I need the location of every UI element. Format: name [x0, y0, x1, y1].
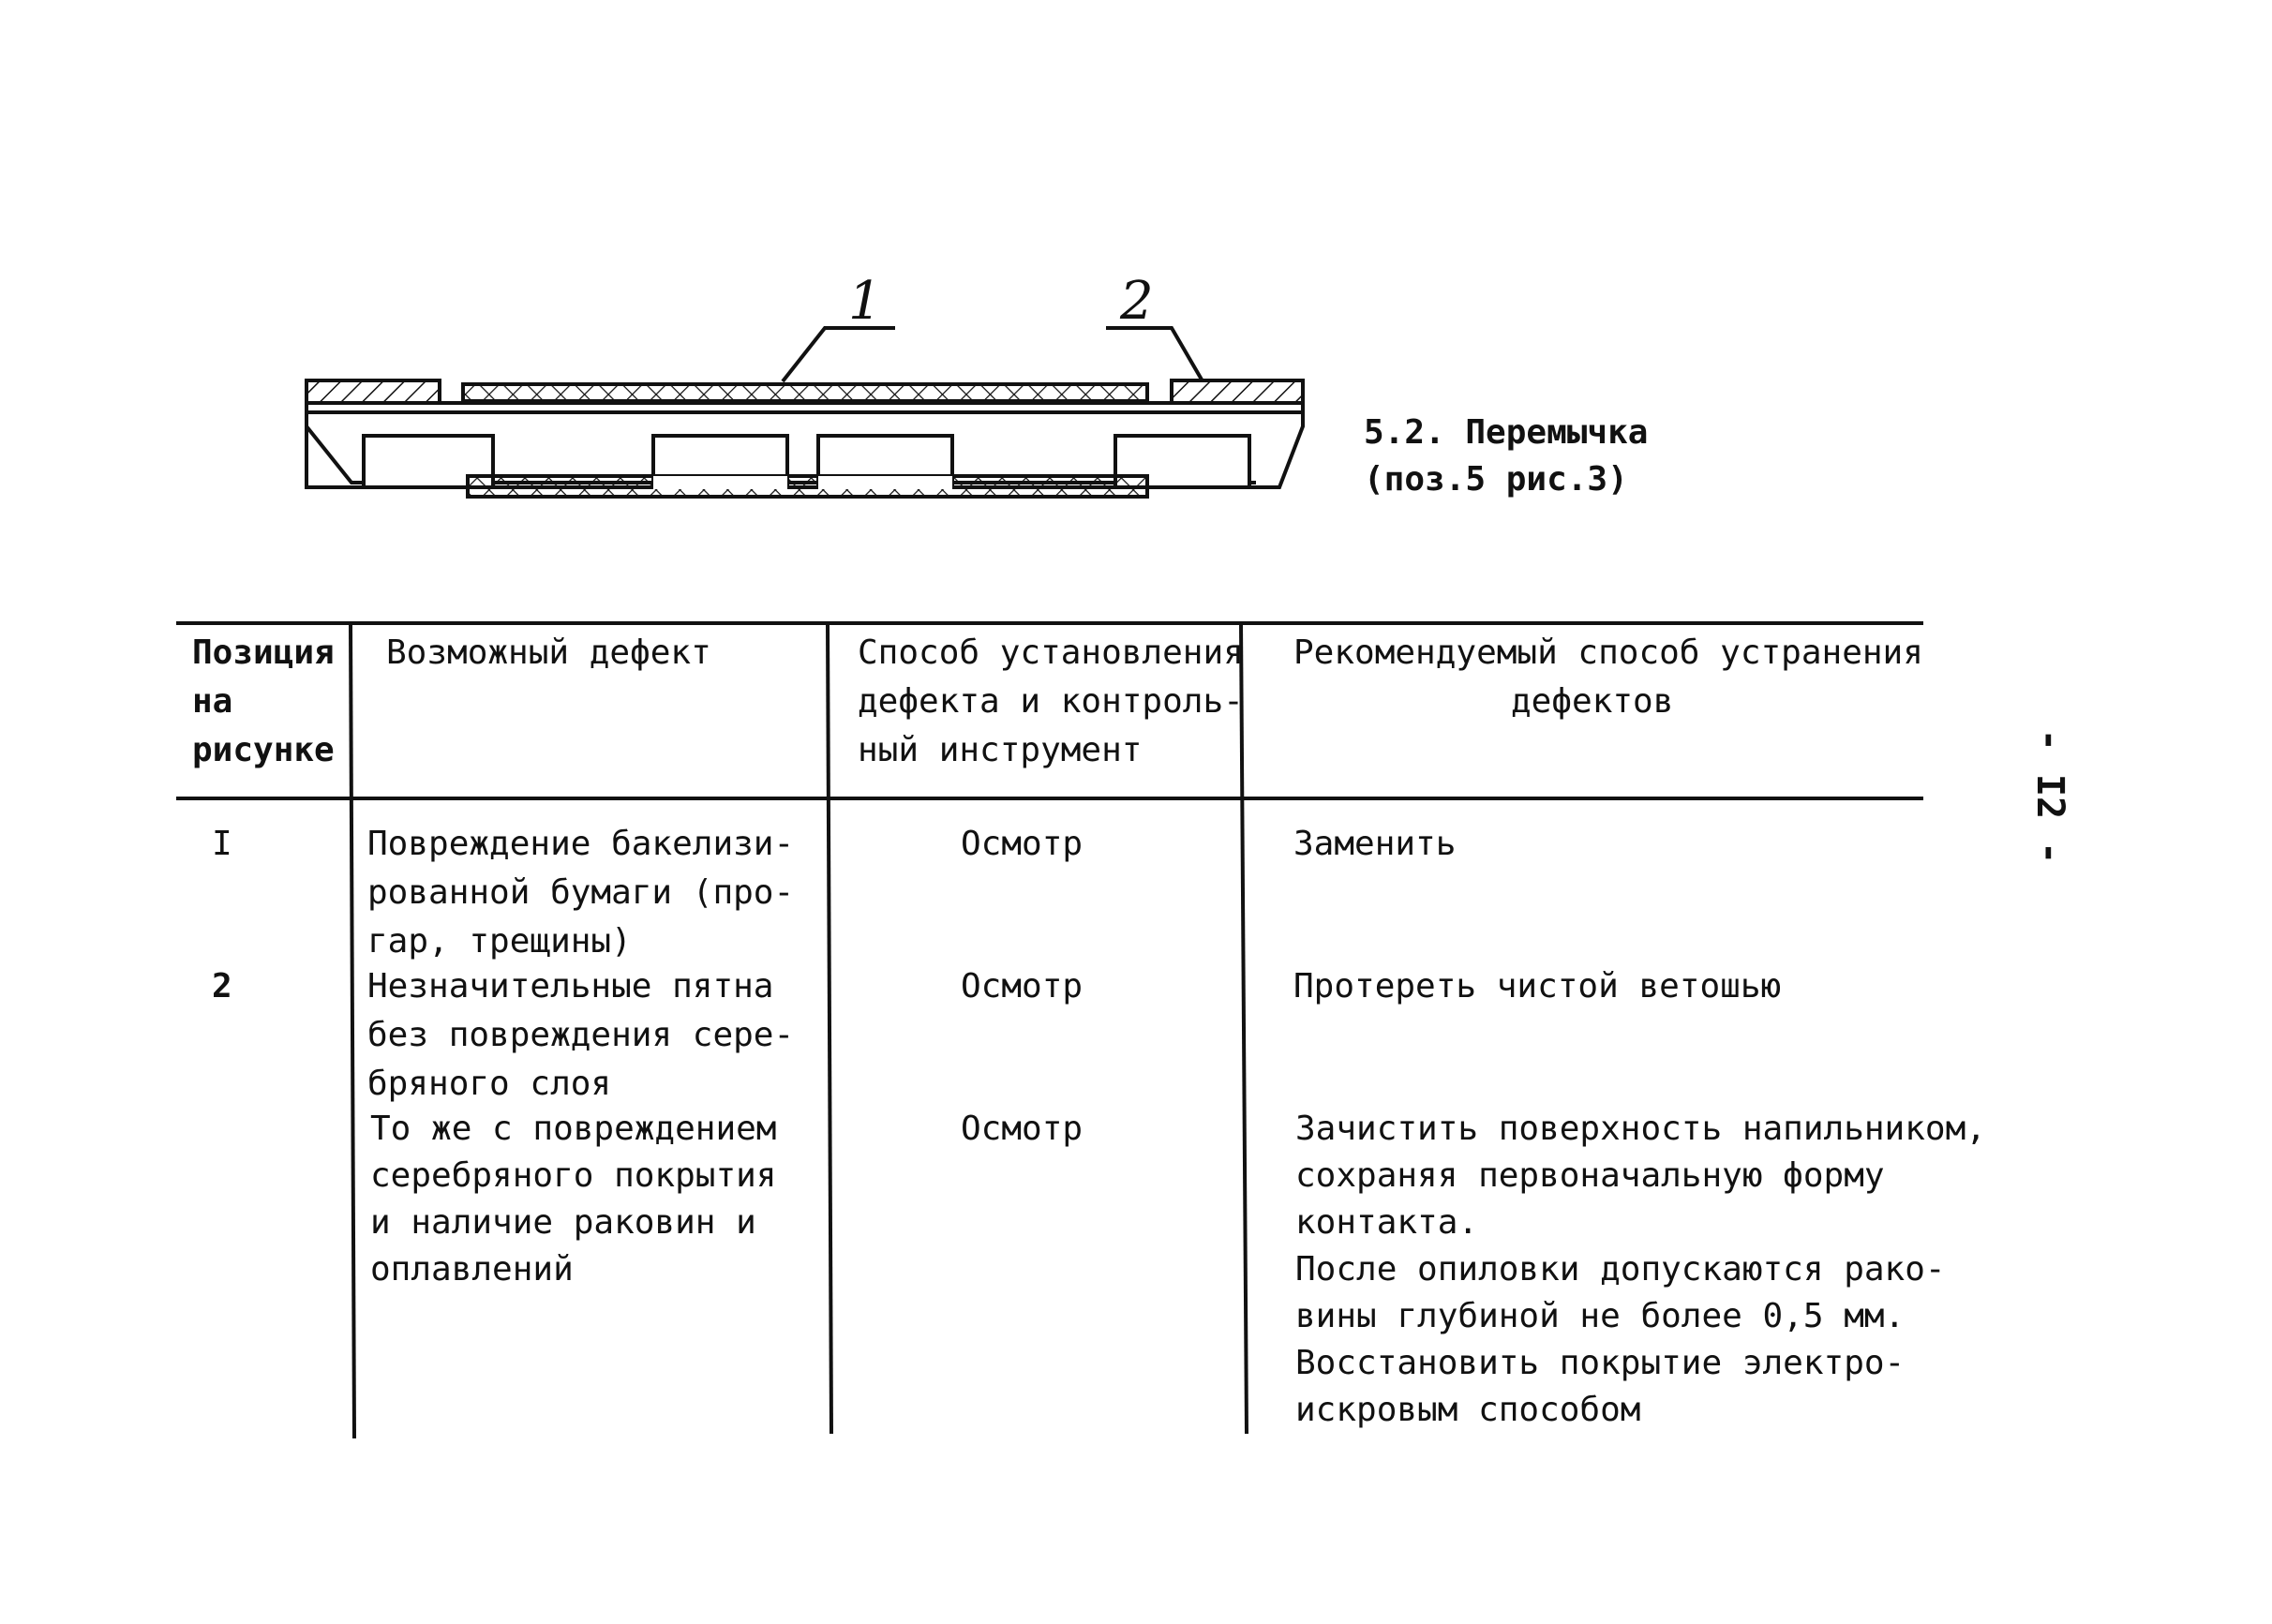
header-method-line: ный инструмент — [858, 731, 1143, 769]
row-position: I — [212, 825, 232, 863]
row-remedy-line: Восстановить покрытие электро- — [1295, 1344, 1906, 1382]
row-position: 2 — [212, 967, 232, 1006]
row-defect-line: серебряного покрытия — [370, 1156, 777, 1195]
header-method-line: дефекта и контроль- — [858, 682, 1244, 721]
row-defect-line: То же с повреждением — [370, 1110, 777, 1148]
row-defect-line: Повреждение бакелизи- — [367, 825, 795, 863]
page-number: - I2 - — [2028, 728, 2071, 865]
bakelite-strip-bottom — [468, 476, 1147, 497]
leader-line-2 — [1106, 328, 1202, 380]
header-method-line: Способ установления — [858, 633, 1244, 672]
row-remedy-line: сохраняя первоначальную форму — [1295, 1156, 1885, 1195]
row-defect-line: рованной бумаги (про- — [367, 873, 795, 912]
header-defect-line: Возможный дефект — [386, 633, 711, 672]
row-defect-line: бряного слоя — [367, 1065, 612, 1103]
figure-caption-line2: (поз.5 рис.3) — [1364, 460, 1628, 499]
row-remedy-line: Заменить — [1293, 825, 1457, 863]
callout-2: 2 — [1120, 271, 1154, 332]
contact-strip-right — [1172, 380, 1303, 403]
row-method: Осмотр — [961, 1110, 1084, 1148]
row-remedy-line: искровым способом — [1295, 1391, 1641, 1429]
header-remedy-line: Рекомендуемый способ устранения — [1293, 633, 1923, 672]
row-remedy-line: контакта. — [1295, 1203, 1479, 1242]
row-method: Осмотр — [961, 825, 1084, 863]
header-position-line: Позиция — [192, 633, 335, 672]
row-defect-line: оплавлений — [370, 1250, 574, 1289]
callout-1: 1 — [848, 271, 882, 332]
row-remedy-line: Зачистить поверхность напильником, — [1295, 1110, 1986, 1148]
jumper-drawing — [306, 328, 1303, 497]
header-remedy-line: дефектов — [1511, 682, 1674, 721]
row-remedy-line: После опиловки допускаются рако- — [1295, 1250, 1946, 1289]
leader-line-1 — [783, 328, 895, 381]
row-defect-line: гар, трещины) — [367, 922, 632, 961]
figure-caption-line1: 5.2. Перемычка — [1364, 413, 1649, 452]
header-position-line: рисунке — [192, 731, 335, 769]
header-position-line: на — [192, 682, 233, 721]
row-remedy-line: Протереть чистой ветошью — [1293, 967, 1782, 1006]
bakelite-strip-top — [463, 384, 1147, 401]
row-defect-line: и наличие раковин и — [370, 1203, 756, 1242]
row-defect-line: без повреждения сере- — [367, 1016, 795, 1054]
row-defect-line: Незначительные пятна — [367, 967, 774, 1006]
contact-strip-left — [306, 380, 440, 403]
row-remedy-line: вины глубиной не более 0,5 мм. — [1295, 1297, 1906, 1335]
row-method: Осмотр — [961, 967, 1084, 1006]
